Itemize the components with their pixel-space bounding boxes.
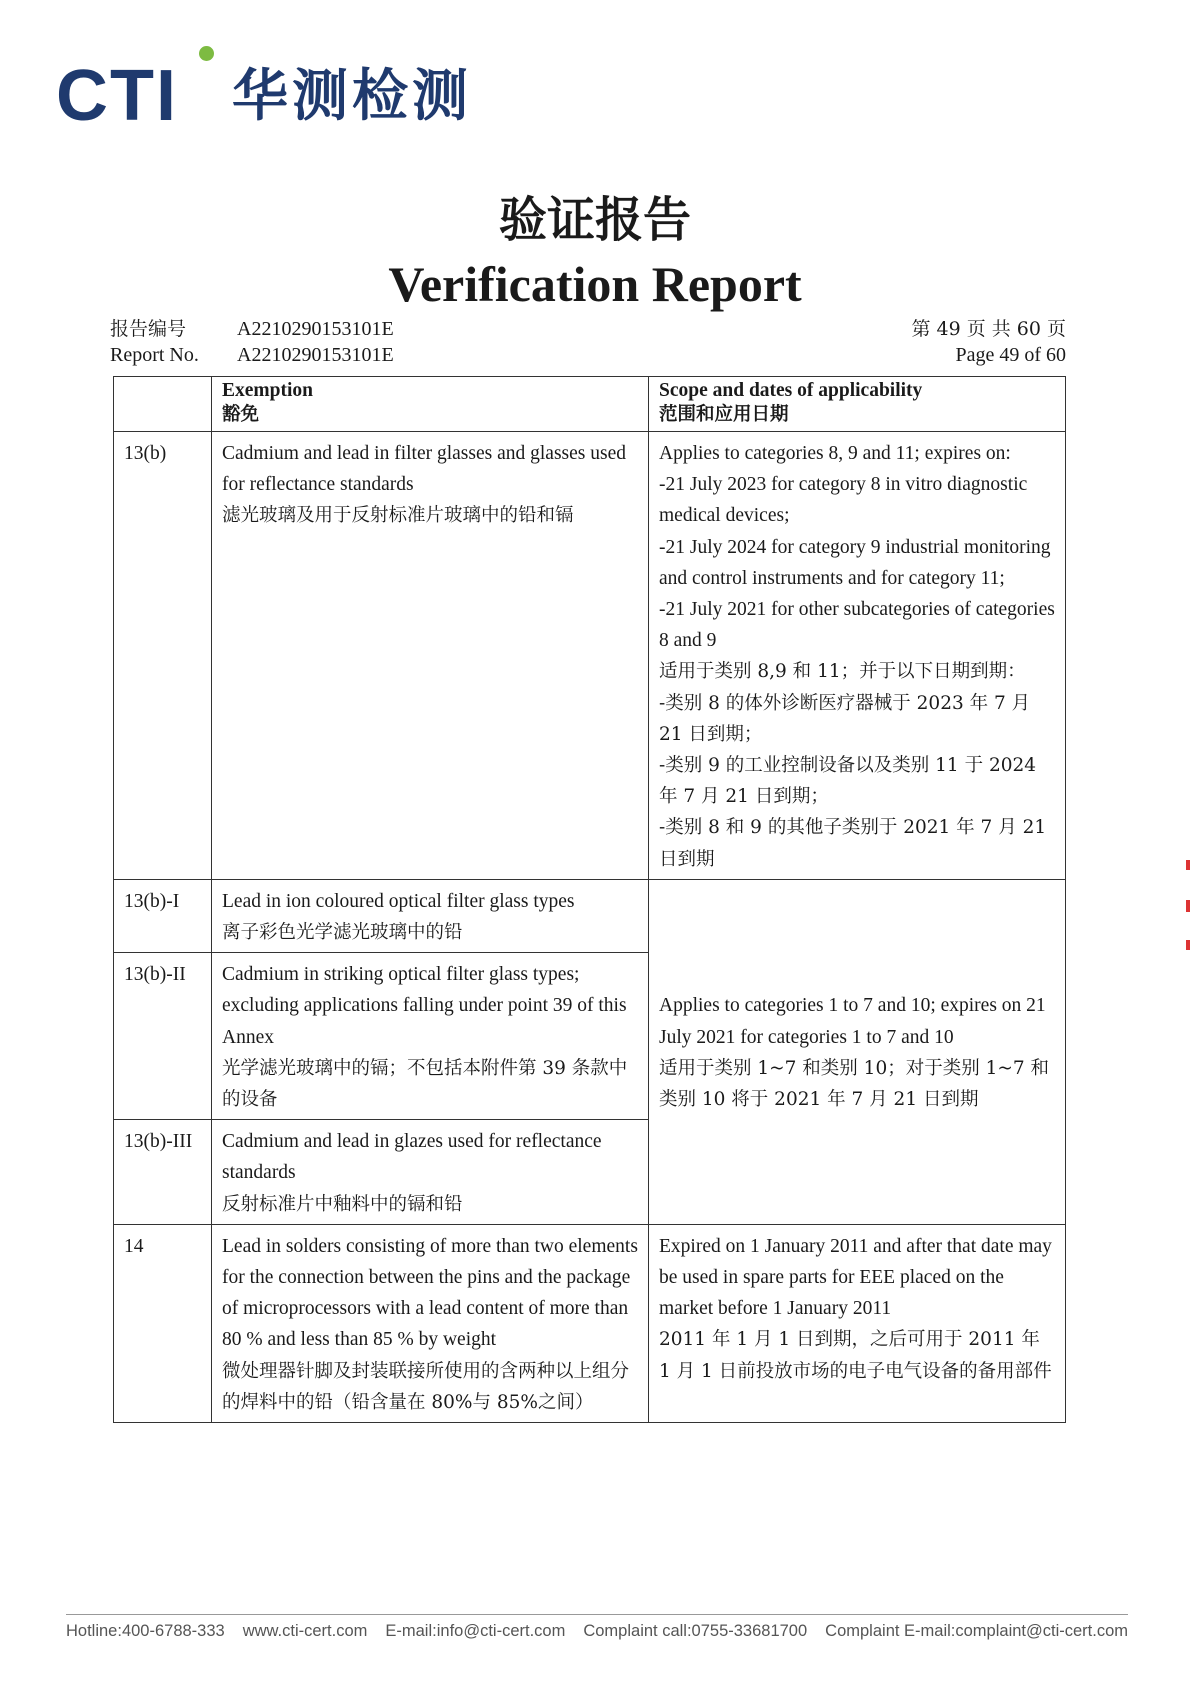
scope-line: -21 July 2021 for other subcategories of categories 8 and 9 [659, 599, 1055, 652]
exemption-cn: 离子彩色光学滤光玻璃中的铅 [222, 922, 463, 944]
table-row [114, 879, 1066, 952]
scope-line: -21 July 2023 for category 8 in vitro diagnostic medical devices; [659, 474, 1028, 527]
row-scope [649, 1224, 1066, 1422]
edge-mark [1186, 940, 1190, 950]
exemption-cn: 反射标准片中釉料中的镉和铅 [222, 1193, 463, 1215]
footer-complaint-email[interactable]: Complaint E-mail:complaint@cti-cert.com [825, 1622, 1128, 1640]
exemption-table [113, 376, 1066, 1423]
exemption-en: Cadmium and lead in filter glasses and glasses used for reflectance standards [222, 443, 626, 496]
row-exemption [212, 1120, 649, 1225]
scope-en: Expired on 1 January 2011 and after that date may be used in spare parts for EEE placed on the market before 1 January 2011 [659, 1235, 1052, 1320]
row-exemption [212, 432, 649, 880]
report-number-label-cn: 报告编号 [110, 318, 187, 340]
scope-cn: 2011 年 1 月 1 日到期，之后可用于 2011 年 1 月 1 日前投放市场的电子电气设备的备用部件 [659, 1329, 1052, 1382]
exemption-cn: 微处理器针脚及封装联接所使用的含两种以上组分的焊料中的铅（铅含量在 80%与 85%之间） [222, 1360, 630, 1413]
header-scope-en: Scope and dates of applicability [659, 380, 923, 401]
header-exemption-en: Exemption [222, 380, 314, 401]
row-exemption [212, 953, 649, 1120]
page-indicator-en: Page 49 of 60 [955, 344, 1066, 366]
footer-hotline: Hotline:400-6788-333 [66, 1622, 225, 1640]
footer-divider [66, 1614, 1128, 1615]
row-id: 14 [114, 1224, 212, 1422]
header-exemption-cn: 豁免 [222, 404, 260, 425]
edge-mark [1186, 900, 1190, 912]
row-exemption [212, 879, 649, 952]
report-number-labels [110, 316, 199, 368]
merged-scope-cn: 适用于类别 1~7 和类别 10；对于类别 1~7 和类别 10 将于 2021 年 7 月 21 日到期 [659, 1057, 1050, 1111]
row-id: 13(b)-I [114, 879, 212, 952]
row-exemption [212, 1224, 649, 1422]
header-exemption-cell [212, 377, 649, 432]
row-scope [649, 432, 1066, 880]
merged-scope-cell [649, 879, 1066, 1224]
scope-line: Applies to categories 8, 9 and 11; expires on: [659, 443, 1011, 464]
logo-chinese-text: 华测检测 [232, 64, 472, 129]
scope-line-cn: 适用于类别 8,9 和 11；并于以下日期到期： [659, 661, 1026, 683]
exemption-en: Cadmium and lead in glazes used for reflectance standards [222, 1131, 602, 1184]
report-number-values [237, 316, 394, 368]
exemption-cn: 光学滤光玻璃中的镉；不包括本附件第 39 条款中的设备 [222, 1057, 628, 1111]
footer-website[interactable]: www.cti-cert.com [242, 1622, 368, 1640]
footer-complaint-call: Complaint call:0755-33681700 [583, 1622, 808, 1640]
footer [66, 1622, 1128, 1641]
table-row [114, 432, 1066, 880]
row-id: 13(b)-III [114, 1120, 212, 1225]
header-id-cell [114, 377, 212, 432]
title-english: Verification Report [388, 256, 802, 312]
logo-green-dot-icon [199, 46, 214, 61]
row-id: 13(b) [114, 432, 212, 880]
scope-line-cn: -类别 8 的体外诊断医疗器械于 2023 年 7 月 21 日到期； [659, 692, 1031, 745]
logo-latin-text: CTI [56, 56, 178, 136]
page-indicator-cn: 第 49 页 共 60 页 [911, 318, 1066, 340]
exemption-en: Lead in solders consisting of more than two elements for the connection between the pins and the package of microprocessors with a lead content of more than 80 % and less than 85 % by weight [222, 1235, 638, 1351]
footer-email[interactable]: E-mail:info@cti-cert.com [385, 1622, 566, 1640]
exemption-en: Lead in ion coloured optical filter glass types [222, 890, 575, 912]
header-scope-cell [649, 377, 1066, 432]
edge-mark [1186, 860, 1190, 870]
title-chinese: 验证报告 [498, 192, 691, 248]
scope-line-cn: -类别 8 和 9 的其他子类别于 2021 年 7 月 21 日到期 [659, 817, 1047, 870]
header-scope-cn: 范围和应用日期 [659, 404, 789, 425]
scope-line-cn: -类别 9 的工业控制设备以及类别 11 于 2024 年 7 月 21 日到期； [659, 755, 1037, 808]
table-header-row [114, 377, 1066, 432]
report-number-value-en: A2210290153101E [237, 344, 394, 366]
page-indicator [911, 316, 1066, 368]
scope-line: -21 July 2024 for category 9 industrial monitoring and control instruments and for category 11; [659, 536, 1051, 589]
report-number-label-en: Report No. [110, 344, 199, 366]
report-number-value-cn: A2210290153101E [237, 318, 394, 340]
table-row [114, 1224, 1066, 1422]
row-id: 13(b)-II [114, 953, 212, 1120]
merged-scope-en: Applies to categories 1 to 7 and 10; expires on 21 July 2021 for categories 1 to 7 and 10 [659, 995, 1046, 1048]
exemption-en: Cadmium in striking optical filter glass types; excluding applications falling under point 39 of this Annex [222, 964, 627, 1048]
exemption-cn: 滤光玻璃及用于反射标准片玻璃中的铅和镉 [222, 505, 574, 527]
